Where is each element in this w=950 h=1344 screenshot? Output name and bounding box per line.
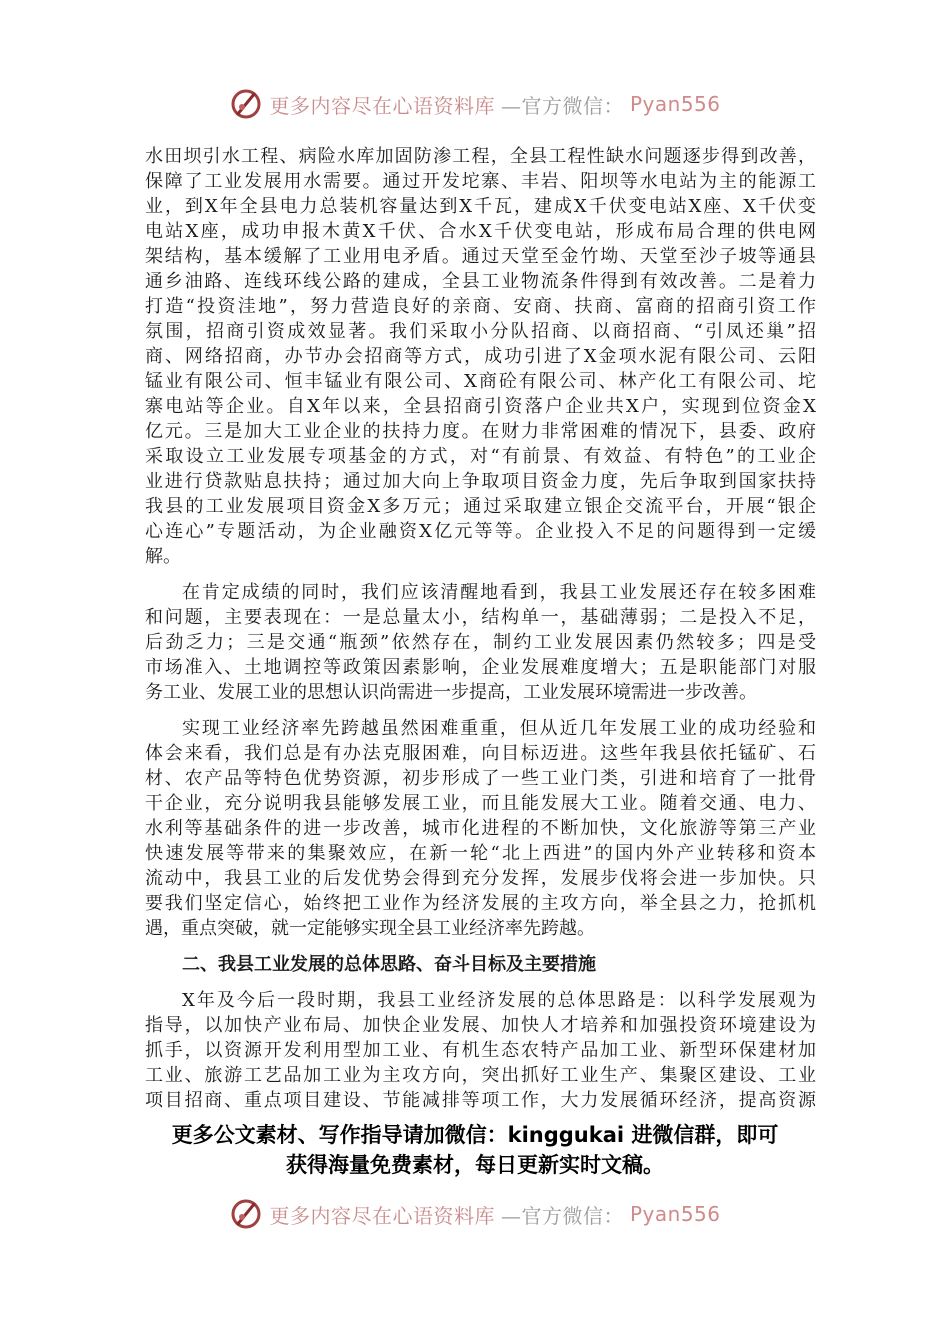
text-line: 打造“投资洼地”，努力营造良好的亲商、安商、扶商、富商的招商引资工作 (145, 296, 816, 317)
text-line: 业进行贷款贴息扶持；通过加大向上争取项目资金力度，先后争取到国家扶持 (145, 471, 816, 492)
section-heading: 二、我县工业发展的总体思路、奋斗目标及主要措施 (182, 954, 596, 975)
text-line: 心连心”专题活动，为企业融资X亿元等等。企业投入不足的问题得到一定缓 (145, 521, 816, 542)
watermark-wechat-id: Pyan556 (629, 1202, 721, 1226)
text-line: 水田坝引水工程、病险水库加固防渗工程，全县工程性缺水问题逐步得到改善， (145, 146, 816, 167)
text-line: 流动中，我县工业的后发优势会得到充分发挥，发展步伐将会进一步加快。只 (145, 868, 816, 889)
text-line: 指导，以加快产业布局、加快企业发展、加快人才培养和加强投资环境建设为 (145, 1015, 816, 1036)
text-line: 通乡油路、连线环线公路的建成，全县工业物流条件得到有效改善。二是着力 (145, 271, 816, 292)
text-line: 项目招商、重点项目建设、节能减排等项工作，大力发展循环经济，提高资源 (145, 1090, 816, 1111)
watermark-text: 更多内容尽在心语资料库 (269, 1203, 495, 1228)
text-line: 水利等基础条件的进一步改善，城市化进程的不断加快，文化旅游等第三产业 (145, 818, 816, 839)
text-line: 实现工业经济率先跨越虽然困难重重，但从近几年发展工业的成功经验和 (182, 718, 816, 739)
paragraph (145, 580, 816, 705)
text-line: 务工业、发展工业的思想认识尚需进一步提高，工业发展环境需进一步改善。 (145, 682, 757, 703)
text-line: 我县的工业发展项目资金X多万元；通过采取建立银企交流平台，开展“银企 (145, 496, 816, 517)
text-line: 解。 (145, 546, 181, 567)
text-line: 氛围，招商引资成效显著。我们采取小分队招商、以商招商、“引凤还巢”招 (145, 321, 816, 342)
promo-notice (0, 1120, 950, 1180)
document-body (145, 144, 816, 1124)
paragraph (145, 716, 816, 941)
text-line: 市场准入、土地调控等政策因素影响，企业发展难度增大；五是职能部门对服 (145, 657, 816, 678)
promo-line: 更多公文素材、写作指导请加微信：kinggukai 进微信群，即可 (171, 1123, 779, 1147)
text-line: 要我们坚定信心，始终把工业作为经济发展的主攻方向，举全县之力，抢抓机 (145, 893, 816, 914)
text-line: 工业、旅游工艺品加工业为主攻方向，突出抓好工业生产、集聚区建设、工业 (145, 1065, 816, 1086)
text-line: 在肯定成绩的同时，我们应该清醒地看到，我县工业发展还存在较多困难 (182, 582, 816, 603)
text-line: 遇，重点突破，就一定能够实现全县工业经济率先跨越。 (145, 918, 595, 939)
text-line: 体会来看，我们总是有办法克服困难，向目标迈进。这些年我县依托锰矿、石 (145, 743, 816, 764)
pen-logo-icon (229, 87, 263, 121)
text-line: 快速发展等带来的集聚效应，在新一轮“北上西进”的国内外产业转移和资本 (145, 843, 816, 864)
watermark-wechat-id: Pyan556 (629, 92, 721, 116)
text-line: 亿元。三是加大工业企业的扶持力度。在财力非常困难的情况下，县委、政府 (145, 421, 816, 442)
text-line: 业，到X年全县电力总装机容量达到X千瓦，建成X千伏变电站X座、X千伏变 (145, 196, 816, 217)
text-line: 采取设立工业发展专项基金的方式，对“有前景、有效益、有特色”的工业企 (145, 446, 816, 467)
text-line: 干企业，充分说明我县能够发展工业，而且能发展大工业。随着交通、电力、 (145, 793, 816, 814)
text-line: 商、网络招商，办节办会招商等方式，成功引进了X金项水泥有限公司、云阳 (145, 346, 816, 367)
text-line: 和问题，主要表现在：一是总量太小，结构单一，基础薄弱；二是投入不足， (145, 607, 816, 628)
text-line: X年及今后一段时期，我县工业经济发展的总体思路是：以科学发展观为 (182, 990, 816, 1011)
text-line: 材、农产品等特色优势资源，初步形成了一些工业门类，引进和培育了一批骨 (145, 768, 816, 789)
watermark-footer (0, 1194, 950, 1234)
paragraph (145, 988, 816, 1113)
watermark-wechat-label: —官方微信： (500, 93, 624, 118)
text-line: 架结构，基本缓解了工业用电矛盾。通过天堂至金竹坳、天堂至沙子坡等通县 (145, 246, 816, 267)
text-line: 寨电站等企业。自X年以来，全县招商引资落户企业共X户，实现到位资金X (145, 396, 816, 417)
text-line: 保障了工业发展用水需要。通过开发坨寨、丰岩、阳坝等水电站为主的能源工 (145, 171, 816, 192)
text-line: 电站X座，成功申报木黄X千伏、合水X千伏变电站，形成布局合理的供电网 (145, 221, 816, 242)
promo-line: 获得海量免费素材，每日更新实时文稿。 (286, 1153, 664, 1177)
pen-logo-icon (229, 1197, 263, 1231)
watermark-text: 更多内容尽在心语资料库 (269, 93, 495, 118)
text-line: 抓手，以资源开发利用型加工业、有机生态农特产品加工业、新型环保建材加 (145, 1040, 816, 1061)
watermark-header (0, 84, 950, 124)
watermark-wechat-label: —官方微信： (500, 1203, 624, 1228)
text-line: 锰业有限公司、恒丰锰业有限公司、X商砼有限公司、林产化工有限公司、坨 (145, 371, 816, 392)
text-line: 后劲乏力；三是交通“瓶颈”依然存在，制约工业发展因素仍然较多；四是受 (145, 632, 816, 653)
paragraph (145, 144, 816, 569)
